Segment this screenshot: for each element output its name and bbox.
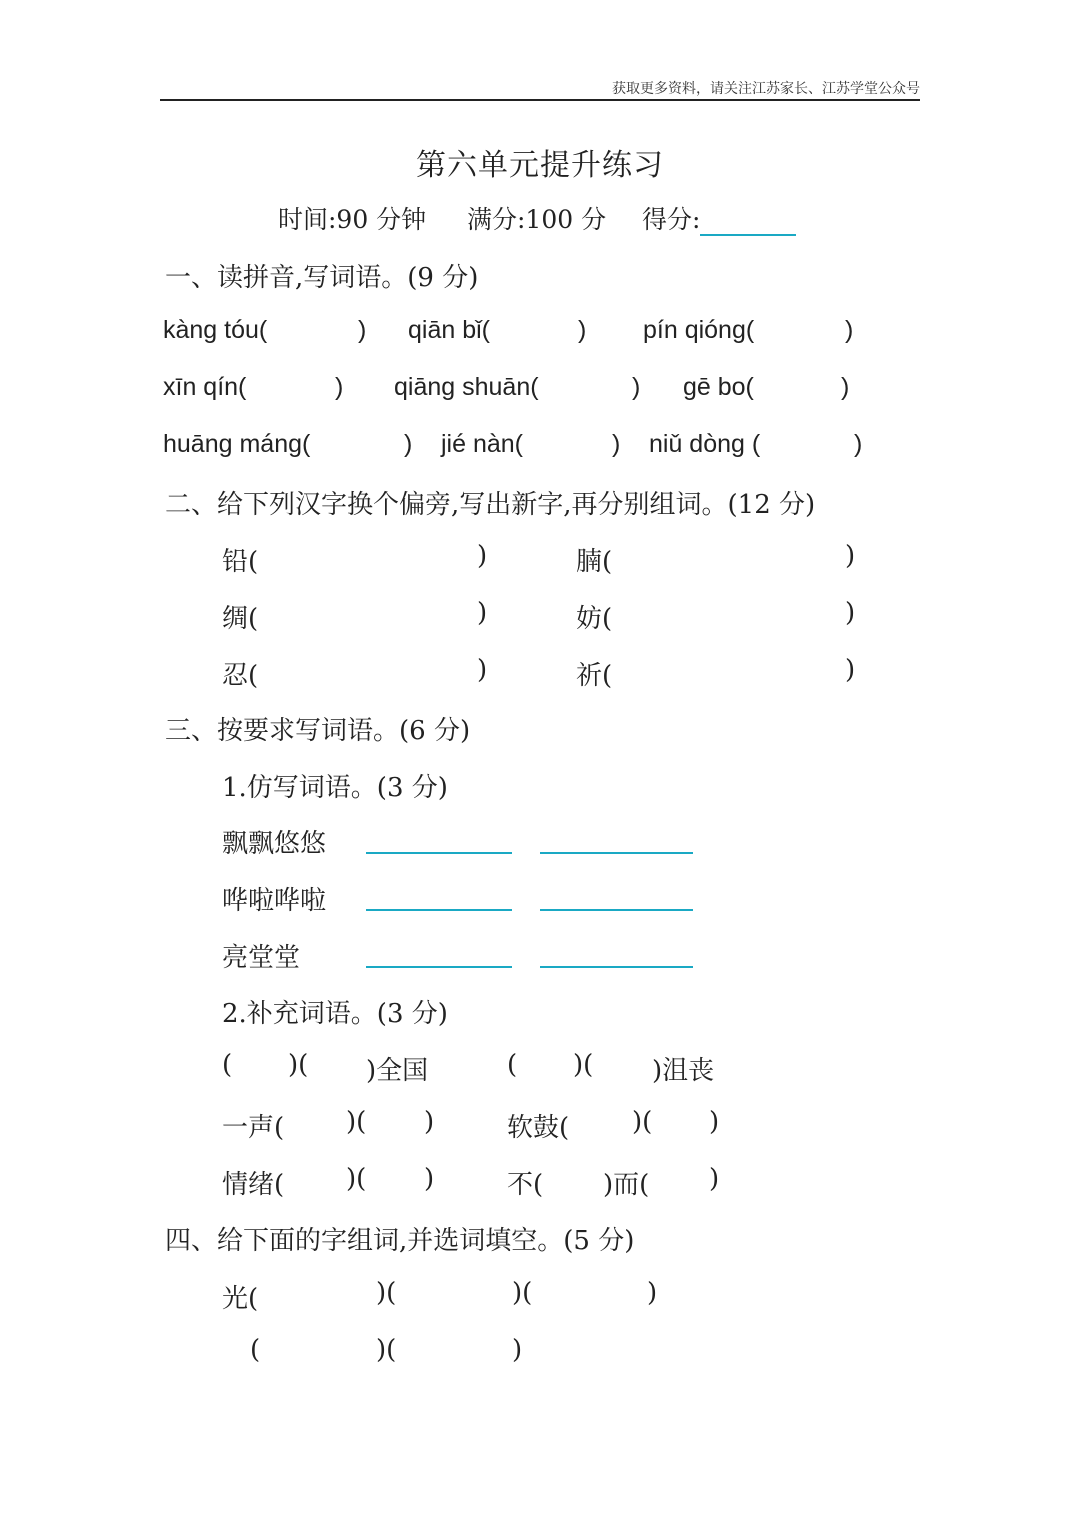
fill-part: 情绪( <box>222 1170 285 1200</box>
part-1-heading: 1.仿写词语。(3 分) <box>222 773 448 803</box>
page-title: 第六单元提升练习 <box>416 148 664 183</box>
section-1-heading: 一、读拼音,写词语。(9 分) <box>165 263 479 293</box>
fill-part: ) <box>424 1107 435 1137</box>
paren-close: ) <box>404 430 413 458</box>
char-item: 妨( <box>576 604 613 634</box>
score-label-text: 得分: <box>642 205 701 234</box>
paren-close: ) <box>845 541 856 571</box>
header-divider <box>160 99 920 101</box>
section-4-heading: 四、给下面的字组词,并选词填空。(5 分) <box>165 1226 635 1256</box>
char-item: 绸( <box>222 604 259 634</box>
score-blank[interactable] <box>700 208 796 236</box>
paren-close: ) <box>845 316 854 344</box>
part-2-heading: 2.补充词语。(3 分) <box>222 999 448 1029</box>
fill-part: )( <box>376 1335 397 1365</box>
fill-part: ( <box>250 1335 261 1365</box>
paren-close: ) <box>854 430 863 458</box>
paren-close: ) <box>632 373 641 401</box>
pinyin-item: qiāng shuān( <box>394 373 539 401</box>
answer-blank[interactable] <box>366 852 512 854</box>
paren-close: ) <box>477 655 488 685</box>
fill-part: 软鼓( <box>507 1113 570 1143</box>
pinyin-item: jié nàn( <box>441 430 523 458</box>
fill-part: )( <box>346 1164 367 1194</box>
fill-part: ) <box>709 1107 720 1137</box>
fill-part: )( <box>376 1278 397 1308</box>
fill-part: )( <box>346 1107 367 1137</box>
section-2-heading: 二、给下列汉字换个偏旁,写出新字,再分别组词。(12 分) <box>165 490 816 520</box>
section-3-heading: 三、按要求写词语。(6 分) <box>165 716 471 746</box>
paren-close: ) <box>335 373 344 401</box>
fill-part: 一声( <box>222 1113 285 1143</box>
full-score-label: 满分:100 分 <box>467 205 607 234</box>
time-label: 时间:90 分钟 <box>278 205 427 234</box>
char-item: 祈( <box>576 661 613 691</box>
answer-blank[interactable] <box>366 909 512 911</box>
fill-part: )沮丧 <box>652 1056 715 1086</box>
char-item: 腩( <box>576 547 613 577</box>
paren-close: ) <box>612 430 621 458</box>
example-word: 哗啦哗啦 <box>222 886 327 916</box>
fill-part: )( <box>512 1278 533 1308</box>
fill-part: ( <box>507 1050 518 1080</box>
paren-close: ) <box>845 598 856 628</box>
answer-blank[interactable] <box>540 852 693 854</box>
pinyin-item: huāng máng( <box>163 430 311 458</box>
pinyin-item: pín qióng( <box>643 316 755 344</box>
paren-close: ) <box>358 316 367 344</box>
pinyin-item: qiān bǐ( <box>408 316 490 344</box>
fill-part: ) <box>647 1278 658 1308</box>
pinyin-item: xīn qín( <box>163 373 247 401</box>
fill-part: ) <box>424 1164 435 1194</box>
fill-part: ) <box>512 1335 523 1365</box>
char-item: 忍( <box>222 661 259 691</box>
pinyin-item: niǔ dòng ( <box>649 430 761 458</box>
fill-part: )( <box>632 1107 653 1137</box>
fill-part: 不( <box>507 1170 544 1200</box>
score-label <box>642 200 796 236</box>
paren-close: ) <box>477 541 488 571</box>
fill-part: )( <box>573 1050 594 1080</box>
example-word: 亮堂堂 <box>222 943 301 973</box>
pinyin-item: gē bo( <box>683 373 754 401</box>
fill-part: ( <box>222 1050 233 1080</box>
fill-part: ) <box>709 1164 720 1194</box>
paren-close: ) <box>845 655 856 685</box>
answer-blank[interactable] <box>540 909 693 911</box>
paren-close: ) <box>477 598 488 628</box>
fill-part: )全国 <box>366 1056 429 1086</box>
answer-blank[interactable] <box>366 966 512 968</box>
pinyin-item: kàng tóu( <box>163 316 268 344</box>
paren-close: ) <box>578 316 587 344</box>
fill-part: 光( <box>222 1284 259 1314</box>
header-note: 获取更多资料，请关注江苏家长、江苏学堂公众号 <box>612 81 920 97</box>
example-word: 飘飘悠悠 <box>222 829 327 859</box>
paren-close: ) <box>841 373 850 401</box>
answer-blank[interactable] <box>540 966 693 968</box>
fill-part: )( <box>288 1050 309 1080</box>
fill-part: )而( <box>603 1170 650 1200</box>
char-item: 铅( <box>222 547 259 577</box>
